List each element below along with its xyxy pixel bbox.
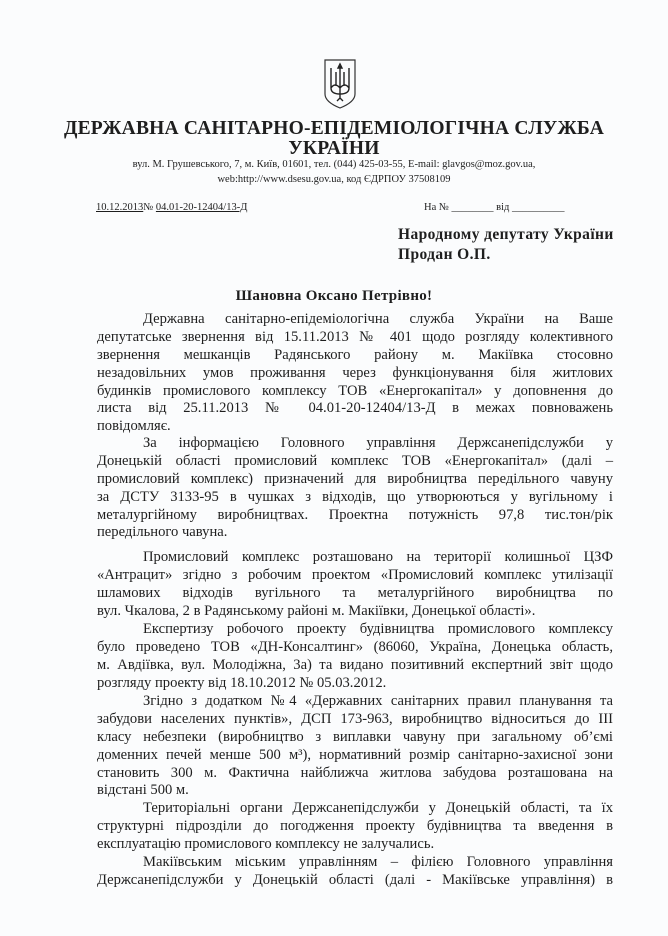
paragraph-line: Промисловий комплекс розташовано на території колишньої ЦЗФ bbox=[143, 549, 613, 565]
org-title-line2: УКРАЇНИ bbox=[288, 138, 380, 159]
paragraph-line: Територіальні органи Держсанепідслужби у Донецькій області, та їх bbox=[143, 800, 613, 816]
paragraph-line: металургійному виробництвах. Проектна потужність 97,8 тис.тон/рік bbox=[97, 506, 613, 523]
outgoing-reference bbox=[96, 202, 247, 213]
paragraph-line: За інформацією Головного управління Держсанепідслужби у bbox=[143, 435, 613, 451]
paragraph-line: забудови населених пунктів», ДСП 173-963, виробництво відноситься до ІІІ bbox=[97, 710, 613, 727]
paragraph-line: розгляду проекту від 18.10.2012 № 05.03.2012. bbox=[97, 674, 387, 691]
paragraph-line: вул. Чкалова, 2 в Радянському районі м. Макіївки, Донецької області». bbox=[97, 602, 536, 619]
paragraph-line: промисловий комплекс) призначений для виробництва передільного чавуну bbox=[97, 470, 613, 487]
org-address: вул. М. Грушевського, 7, м. Київ, 01601, тел. (044) 425-03-55, E-mail: glavgos@moz.gov.ua, bbox=[132, 159, 536, 170]
paragraph-line: «Антрацит» згідно з робочим проектом «Промисловий комплекс утилізації bbox=[97, 566, 613, 583]
paragraph-line: становить 300 м. Фактична найближча житлова забудова розташована на bbox=[97, 764, 613, 781]
paragraph-line: депутатське звернення від 15.11.2013 № 401 щодо розгляду колективного bbox=[97, 328, 613, 345]
paragraph-line: Державна санітарно-епідеміологічна служба України на Ваше bbox=[143, 311, 613, 327]
paragraph-line: звернення мешканців Радянського району м. Макіївка стосовно bbox=[97, 346, 613, 363]
body-paragraph bbox=[97, 311, 613, 436]
recipient-name: Продан О.П. bbox=[398, 246, 491, 263]
org-web-code: web:http://www.dsesu.gov.ua, код ЄДРПОУ 37508109 bbox=[217, 174, 451, 185]
recipient-title: Народному депутату України bbox=[398, 226, 614, 243]
paragraph-line: шламових відходів вугільного та металургійного виробництва по bbox=[97, 584, 613, 601]
body-paragraph bbox=[97, 800, 613, 854]
paragraph-line: передільного чавуна. bbox=[97, 524, 228, 541]
paragraph-line: м. Авдіївка, вул. Молодіжна, 3а) та видано позитивний експертний звіт щодо bbox=[97, 656, 613, 673]
body-paragraph bbox=[97, 435, 613, 542]
greeting: Шановна Оксано Петрівно! bbox=[235, 288, 433, 304]
paragraph-line: класу небезпеки (виробництво з виплавки чавуну при загальному об’ємі bbox=[97, 728, 613, 745]
letter-date: 10.12.2013 bbox=[96, 202, 144, 213]
paragraph-line: листа від 25.11.2013 № 04.01-20-12404/13-Д в межах повноважень bbox=[97, 400, 613, 417]
body-paragraph bbox=[97, 549, 613, 621]
paragraph-line: Макіївським міським управлінням – філією Головного управління bbox=[143, 854, 613, 870]
paragraph-line: доменних печей менше 500 м³), нормативний розмір санітарно-захисної зони bbox=[97, 746, 613, 763]
paragraph-line: незадовільних умов проживання через функціонування біля житлових bbox=[97, 364, 613, 381]
body-paragraph bbox=[97, 854, 613, 890]
paragraph-line: повідомляє. bbox=[97, 418, 171, 435]
body-paragraph bbox=[97, 693, 613, 800]
paragraph-line: Донецькій області промисловий комплекс ТОВ «Енергокапітал» (далі – bbox=[97, 452, 613, 469]
paragraph-line: відстані 500 м. bbox=[97, 782, 189, 799]
number-sign: № bbox=[143, 202, 154, 213]
paragraph-line: за ДСТУ 3133-95 в чушках з відходів, що утворюються у вугільному і bbox=[97, 488, 613, 505]
paragraph-line: експлуатацію промислового комплексу не залучались. bbox=[97, 835, 435, 852]
org-title-line1: ДЕРЖАВНА САНІТАРНО-ЕПІДЕМІОЛОГІЧНА СЛУЖБА bbox=[63, 118, 605, 139]
body-paragraph bbox=[97, 621, 613, 693]
paragraph-line: Згідно з додатком №4 «Державних санітарних правил планування та bbox=[143, 693, 613, 709]
letter-number: 04.01-20-12404/13-Д bbox=[155, 202, 248, 213]
reply-to-reference: На № ________ від __________ bbox=[424, 202, 565, 213]
paragraph-line: структурні підрозділи до погодження проекту будівництва та введення в bbox=[97, 817, 613, 834]
paragraph-line: Експертизу робочого проекту будівництва промислового комплексу bbox=[143, 621, 613, 637]
trident-coat-of-arms-icon bbox=[323, 58, 357, 110]
paragraph-line: будинків промислового комплексу ТОВ «Енергокапітал» у доповнення до bbox=[97, 382, 613, 399]
paragraph-line: Держсанепідслужби у Донецькій області (далі - Макіївське управління) в bbox=[97, 871, 613, 888]
paragraph-line: було проведено ТОВ «ДН-Консалтинг» (86060, Україна, Донецька область, bbox=[97, 638, 613, 655]
